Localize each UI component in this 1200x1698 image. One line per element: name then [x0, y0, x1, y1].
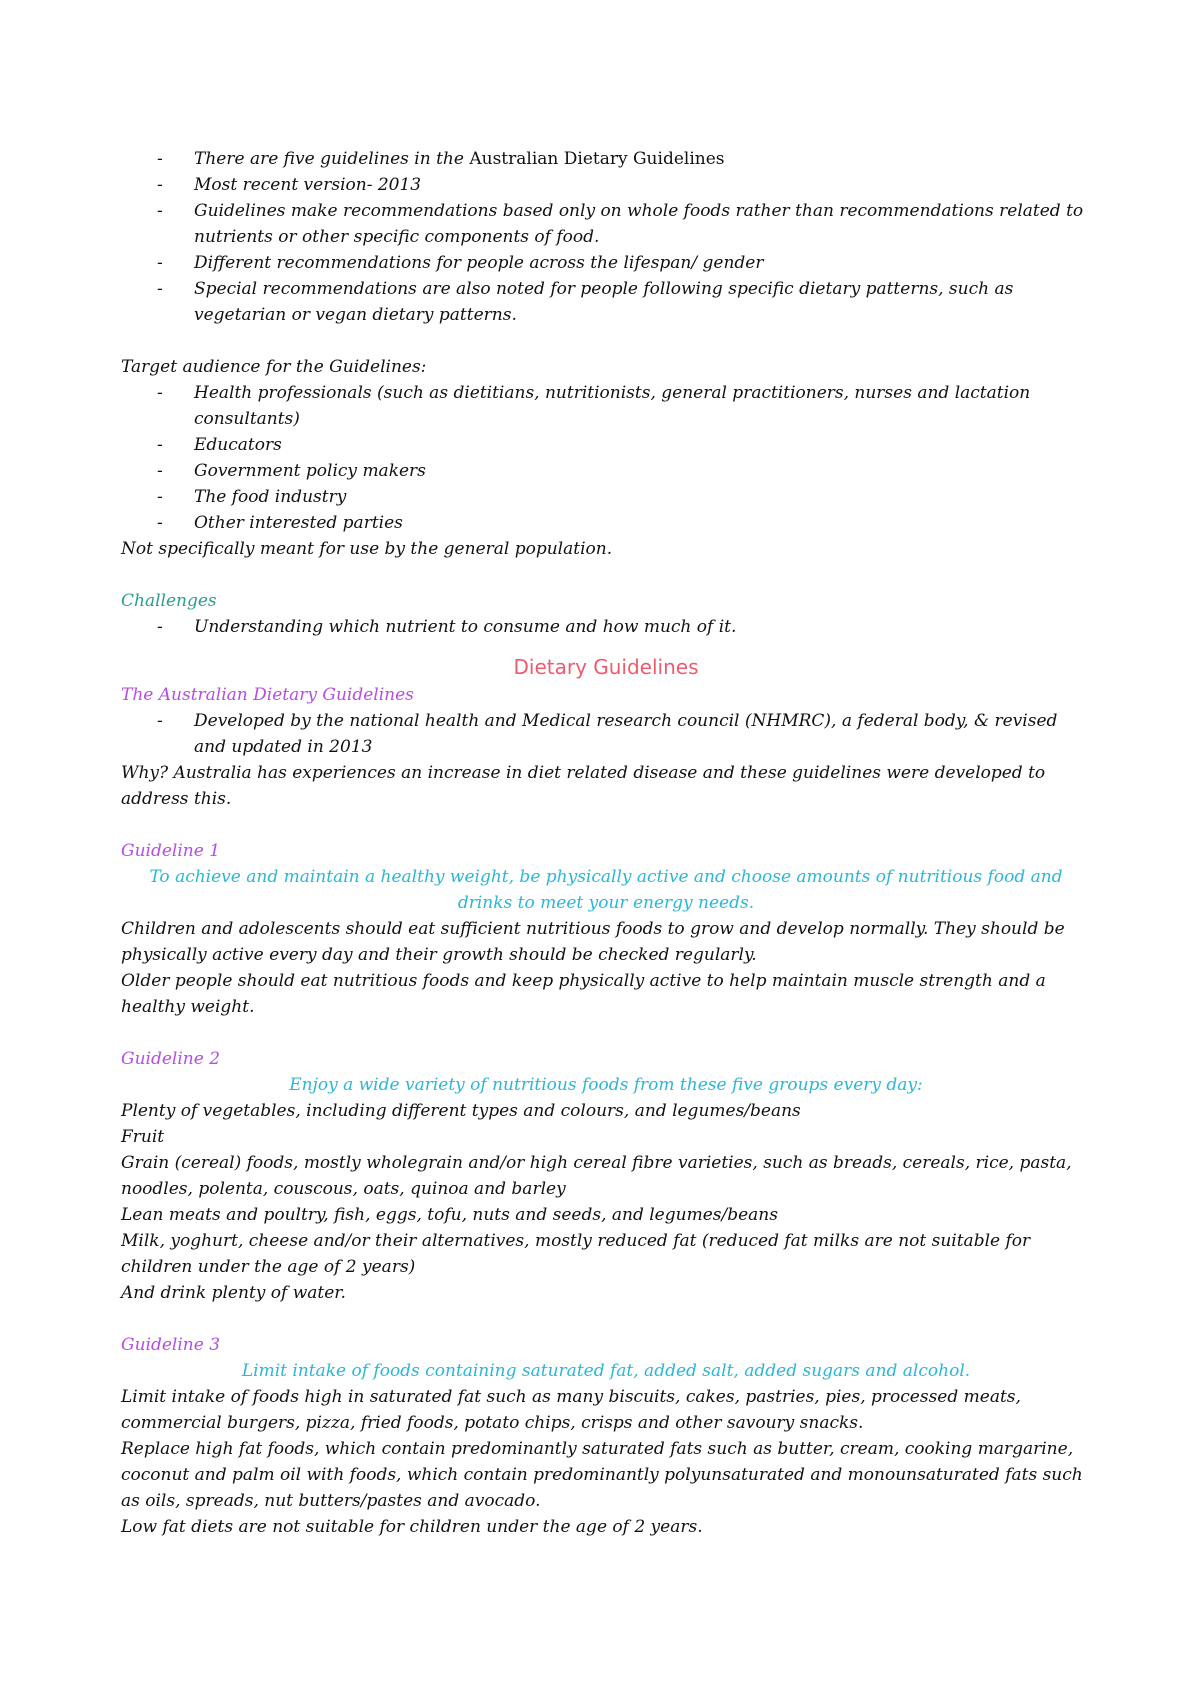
intro-bullet-lifespan	[121, 250, 1091, 276]
bullet-dash: -	[157, 279, 163, 299]
dietary-subheading: The Australian Dietary Guidelines	[121, 685, 414, 705]
dietary-item-text: Developed by the national health and Medical research council (NHMRC), a federal body, & revised and updated in 2013	[194, 711, 1058, 757]
audience-item-text: Health professionals (such as dietitians, nutritionists, general practitioners, nurses and lactation consultants)	[194, 383, 1031, 429]
spacer	[121, 812, 1091, 838]
bullet-dash: -	[157, 513, 163, 533]
guideline-3-line: Low fat diets are not suitable for children under the age of 2 years.	[121, 1517, 703, 1537]
guideline-3-summary: Limit intake of foods containing saturated fat, added salt, added sugars and alcohol.	[241, 1361, 971, 1381]
audience-item	[121, 510, 1091, 536]
audience-item	[121, 458, 1091, 484]
intro-bullet-special	[121, 276, 1091, 328]
audience-note: Not specifically meant for use by the general population.	[121, 539, 613, 559]
bullet-dash: -	[157, 487, 163, 507]
bullet-dash: -	[157, 617, 163, 637]
audience-item-text: Educators	[194, 435, 282, 455]
dietary-why: Why? Australia has experiences an increase in diet related disease and these guidelines were developed to address this.	[121, 763, 1046, 809]
guideline-2-line: Lean meats and poultry, fish, eggs, tofu, nuts and seeds, and legumes/beans	[121, 1205, 778, 1225]
guideline-2-line: Milk, yoghurt, cheese and/or their alternatives, mostly reduced fat (reduced fat milks are not suitable for children under the age of 2 years)	[121, 1231, 1031, 1277]
bullet-dash: -	[157, 711, 163, 731]
bullet-dash: -	[157, 435, 163, 455]
audience-item	[121, 380, 1091, 432]
spacer	[121, 328, 1091, 354]
dietary-item	[121, 708, 1091, 760]
intro-bullet-five-guidelines	[121, 146, 1091, 172]
intro-bullet-whole-foods	[121, 198, 1091, 250]
spacer	[121, 1020, 1091, 1046]
intro-bullet-lifespan-text: Different recommendations for people across the lifespan/ gender	[194, 253, 764, 273]
guideline-2-line: Plenty of vegetables, including different types and colours, and legumes/beans	[121, 1101, 801, 1121]
challenges-item-text: Understanding which nutrient to consume and how much of it.	[194, 617, 737, 637]
guideline-3-heading: Guideline 3	[121, 1335, 221, 1355]
guideline-1-summary: To achieve and maintain a healthy weight, be physically active and choose amounts of nutritious food and drinks to meet your energy needs.	[149, 867, 1063, 913]
intro-bullet-title-text: Australian Dietary Guidelines	[469, 149, 725, 169]
bullet-dash: -	[157, 149, 163, 169]
intro-bullet-version-text: Most recent version- 2013	[194, 175, 422, 195]
guideline-2-line: Grain (cereal) foods, mostly wholegrain and/or high cereal fibre varieties, such as breads, cereals, rice, pasta, noodles, polenta, couscous, oats, quinoa and barley	[121, 1153, 1072, 1199]
guideline-2-summary: Enjoy a wide variety of nutritious foods from these five groups every day:	[289, 1075, 923, 1095]
intro-bullet-version	[121, 172, 1091, 198]
section-title: Dietary Guidelines	[513, 655, 699, 679]
guideline-1-paragraph: Children and adolescents should eat sufficient nutritious foods to grow and develop normally. They should be physically active every day and their growth should be checked regularly.	[121, 919, 1065, 965]
bullet-dash: -	[157, 201, 163, 221]
bullet-dash: -	[157, 461, 163, 481]
bullet-dash: -	[157, 383, 163, 403]
challenges-item	[121, 614, 1091, 640]
guideline-1-heading: Guideline 1	[121, 841, 221, 861]
intro-bullet-five-guidelines-text: There are five guidelines in the	[194, 149, 464, 169]
spacer	[121, 1306, 1091, 1332]
bullet-dash: -	[157, 175, 163, 195]
intro-bullet-special-text: Special recommendations are also noted for people following specific dietary patterns, such as vegetarian or vegan dietary patterns.	[194, 279, 1014, 325]
audience-heading: Target audience for the Guidelines:	[121, 357, 427, 377]
audience-item-text: Other interested parties	[194, 513, 403, 533]
spacer	[121, 562, 1091, 588]
guideline-2-line: Fruit	[121, 1127, 165, 1147]
intro-bullet-whole-foods-text: Guidelines make recommendations based only on whole foods rather than recommendations related to nutrients or other specific components of food.	[194, 201, 1084, 247]
spacer	[121, 640, 1091, 652]
audience-item	[121, 432, 1091, 458]
audience-item-text: The food industry	[194, 487, 347, 507]
challenges-heading: Challenges	[121, 591, 217, 611]
document-page	[121, 146, 1091, 1540]
bullet-dash: -	[157, 253, 163, 273]
audience-item-text: Government policy makers	[194, 461, 426, 481]
guideline-2-heading: Guideline 2	[121, 1049, 221, 1069]
guideline-3-line: Limit intake of foods high in saturated fat such as many biscuits, cakes, pastries, pies, processed meats, commercial burgers, pizza, fried foods, potato chips, crisps and other savoury snacks.	[121, 1387, 1021, 1433]
guideline-1-paragraph: Older people should eat nutritious foods and keep physically active to help maintain muscle strength and a healthy weight.	[121, 971, 1046, 1017]
guideline-2-line: And drink plenty of water.	[121, 1283, 346, 1303]
audience-item	[121, 484, 1091, 510]
guideline-3-line: Replace high fat foods, which contain predominantly saturated fats such as butter, cream, cooking margarine, coconut and palm oil with foods, which contain predominantly polyunsaturated and monounsaturated fats such as oils, spreads, nut butters/pastes and avocado.	[121, 1439, 1083, 1511]
